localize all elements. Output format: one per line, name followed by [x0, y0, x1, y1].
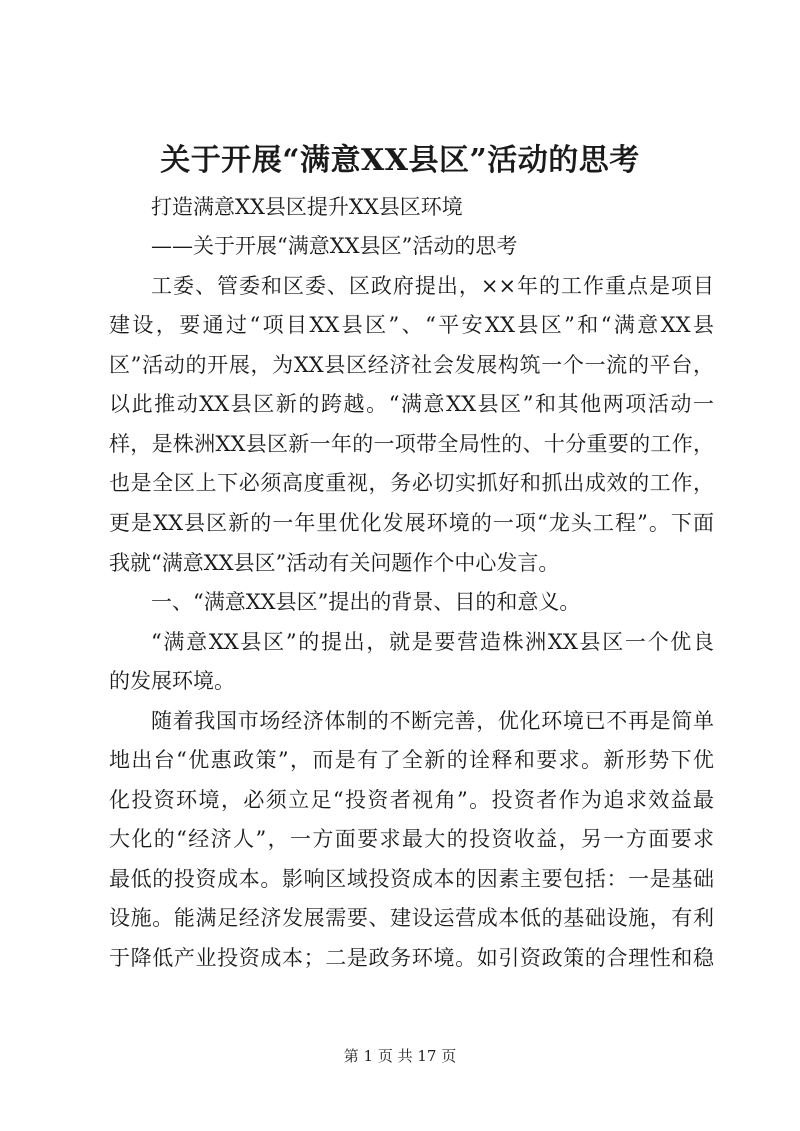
paragraph-line: 以此推动XX县区新的跨越。“满意XX县区”和其他两项活动一	[109, 392, 714, 416]
subtitle-line: ——关于开展“满意XX县区”活动的思考	[151, 234, 518, 258]
paragraph-line: 工委、管委和区委、区政府提出，××年的工作重点是项目	[151, 274, 714, 298]
paragraph-line: 区”活动的开展，为XX县区经济社会发展构筑一个一流的平台，	[109, 353, 714, 377]
paragraph-line: 随着我国市场经济体制的不断完善，优化环境已不再是简单	[151, 709, 714, 733]
paragraph-line: 最低的投资成本。影响区域投资成本的因素主要包括：一是基础	[109, 867, 714, 891]
paragraph-line: “满意XX县区”的提出，就是要营造株洲XX县区一个优良	[151, 630, 714, 654]
paragraph-line: 建设，要通过“项目XX县区”、“平安XX县区”和“满意XX县	[109, 313, 714, 337]
paragraph-line: 也是全区上下必须高度重视，务必切实抓好和抓出成效的工作，	[109, 471, 714, 495]
paragraph-line: 化投资环境，必须立足“投资者视角”。投资者作为追求效益最	[109, 788, 714, 812]
section-heading: 一、“满意XX县区”提出的背景、目的和意义。	[151, 590, 581, 614]
paragraph-line: 更是XX县区新的一年里优化发展环境的一项“龙头工程”。下面	[109, 511, 714, 535]
paragraph-line: 于降低产业投资成本；二是政务环境。如引资政策的合理性和稳	[109, 946, 714, 970]
paragraph-line: 设施。能满足经济发展需要、建设运营成本低的基础设施，有利	[109, 906, 714, 930]
paragraph-line: 我就“满意XX县区”活动有关问题作个中心发言。	[109, 551, 560, 575]
paragraph-line: 地出台“优惠政策”，而是有了全新的诠释和要求。新形势下优	[109, 748, 714, 772]
page-number-footer: 第 1 页 共 17 页	[343, 1047, 457, 1065]
document-title: 关于开展“满意XX县区”活动的思考	[160, 143, 640, 178]
paragraph-line: 大化的“经济人”，一方面要求最大的投资收益，另一方面要求	[109, 827, 714, 851]
subtitle-line: 打造满意XX县区提升XX县区环境	[151, 195, 463, 219]
paragraph-line: 样，是株洲XX县区新一年的一项带全局性的、十分重要的工作，	[109, 432, 714, 456]
paragraph-line: 的发展环境。	[109, 669, 235, 693]
